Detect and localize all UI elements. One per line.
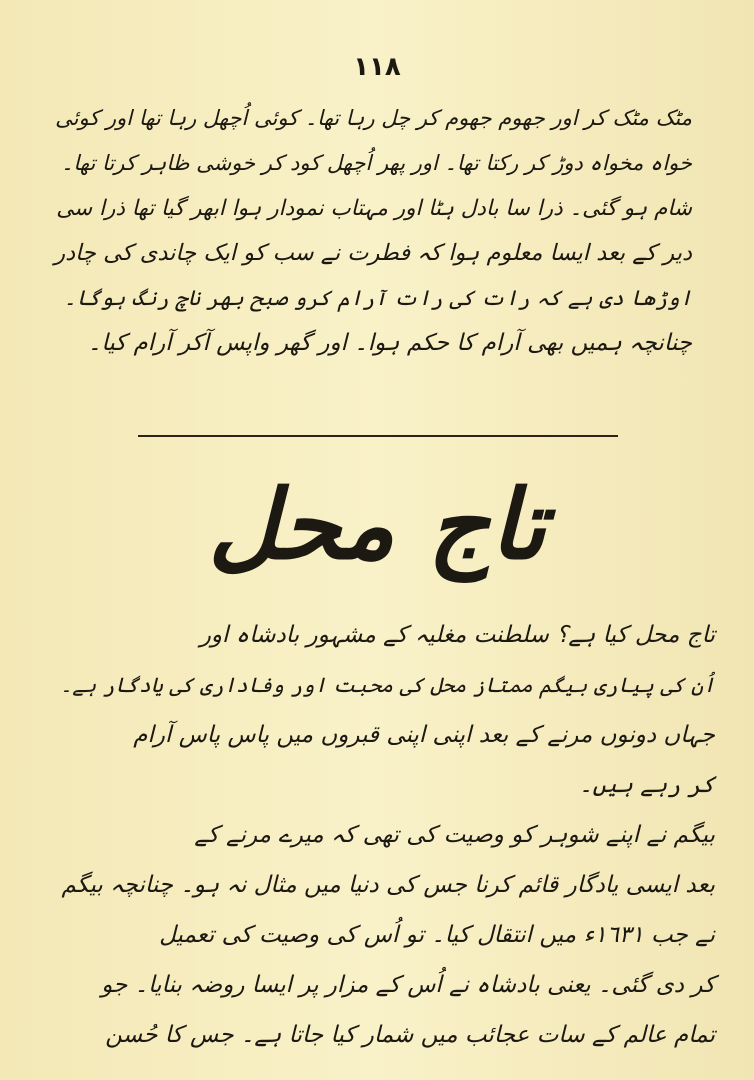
text-line: تاج محل کیا ہے؟ سلطنت مغلیہ کے مشہور بادشاہ اور [199,622,715,648]
lower-paragraph [60,610,715,1060]
page-number: ١١٨ [353,52,401,82]
text-line: مٹک مٹک کر اور جھوم جھوم کر چل رہا تھا۔ کوئی اُچھل رہا تھا اور کوئی [55,106,692,130]
text-line: دیر کے بعد ایسا معلوم ہوا کہ فطرت نے سب کو ایک چاندی کی چادر [54,240,692,266]
text-line: شام ہو گئی۔ ذرا سا بادل ہٹا اور مہتاب نمودار ہوا ابھر گیا تھا ذرا سی [56,196,692,221]
text-line: اوڑھا دی ہے کہ رات کی رات آرام کرو صبح بھر ناچ رنگ ہوگا۔ [63,286,692,310]
upper-paragraph [50,96,692,366]
text-line: چنانچہ ہمیں بھی آرام کا حکم ہوا۔ اور گھر واپس آکر آرام کیا۔ [87,330,692,356]
section-heading: تاج محل [208,468,546,581]
text-line: اُن کی پیاری بیگم ممتاز محل کی محبت اور وفاداری کی یادگار ہے۔ [60,673,715,697]
text-line: کر دی گئی۔ یعنی بادشاہ نے اُس کے مزار پر ایسا روضہ بنایا۔ جو [101,972,715,998]
text-line: تمام عالم کے سات عجائب میں شمار کیا جاتا ہے۔ جس کا حُسن [105,1022,715,1048]
text-line: بیگم نے اپنے شوہر کو وصیت کی تھی کہ میرے مرنے کے [194,822,715,848]
section-divider [138,435,618,437]
text-line: بعد ایسی یادگار قائم کرنا جس کی دنیا میں مثال نہ ہو۔ چنانچہ بیگم [61,872,715,898]
text-line: کر رہے ہیں۔ [579,772,715,798]
text-line: جہاں دونوں مرنے کے بعد اپنی اپنی قبروں میں پاس پاس آرام [133,722,715,748]
text-line: نے جب ١٦٣١ء میں انتقال کیا۔ تو اُس کی وصیت کی تعمیل [159,922,715,948]
text-line: خواہ مخواہ دوڑ کر رکتا تھا۔ اور پھر اُچھل کود کر خوشی ظاہر کرتا تھا۔ [61,151,692,175]
